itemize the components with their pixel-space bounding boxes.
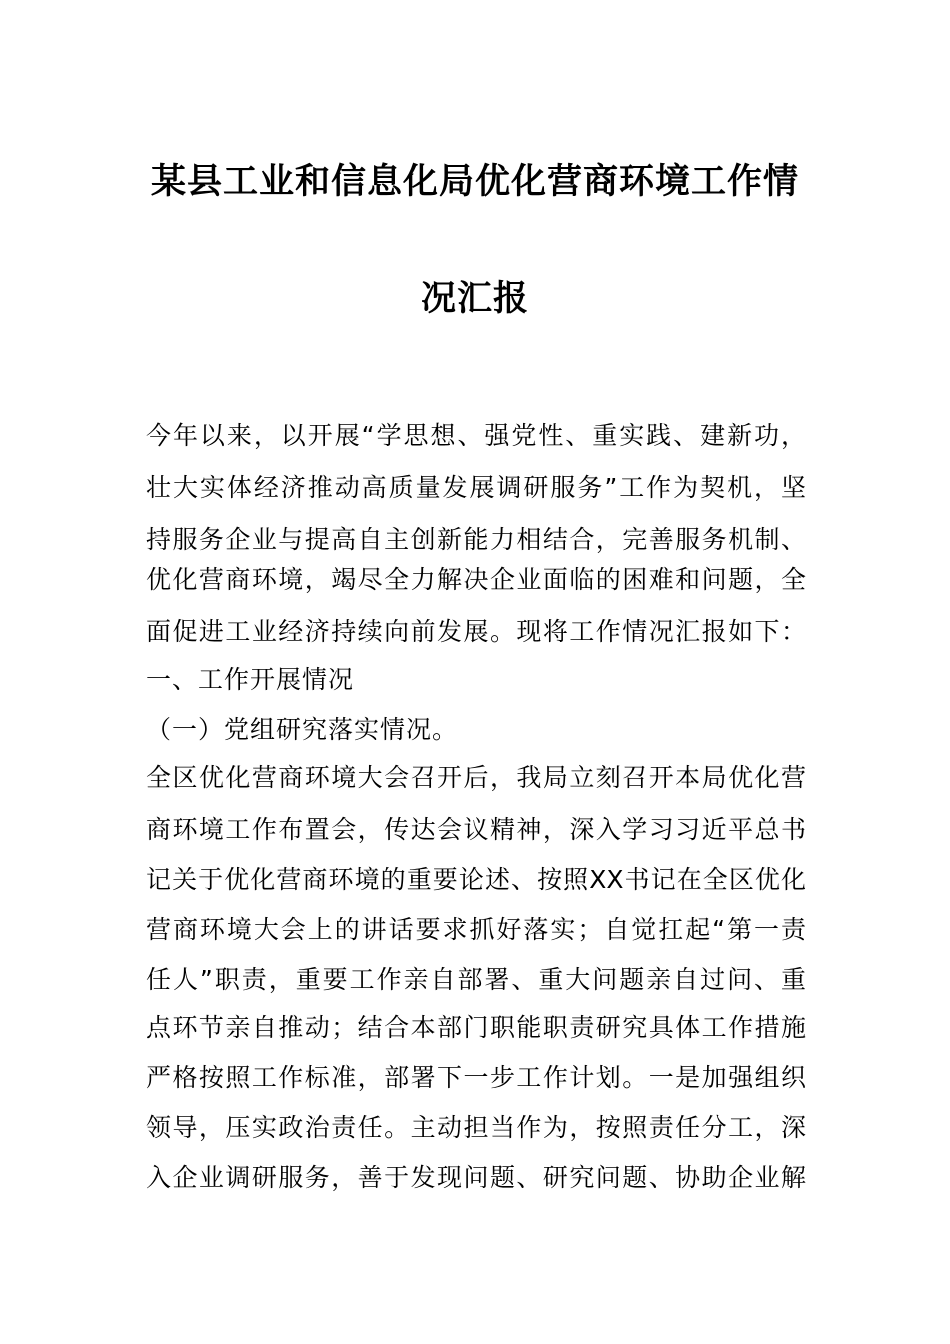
body-text-line: 壮大实体经济推动高质量发展调研服务”工作为契机，坚 [146,473,806,502]
subsection-heading: （一）党组研究落实情况。 [146,715,459,744]
body-text-line: 记关于优化营商环境的重要论述、按照XX书记在全区优化 [146,865,806,894]
body-text-line: 营商环境大会上的讲话要求抓好落实；自觉扛起“第一责 [146,915,806,944]
body-text-line: 商环境工作布置会，传达会议精神，深入学习习近平总书 [146,815,806,844]
body-text-line: 领导，压实政治责任。主动担当作为，按照责任分工，深 [146,1113,806,1142]
body-text-line: 面促进工业经济持续向前发展。现将工作情况汇报如下： [146,617,806,646]
body-text-line: 严格按照工作标准，部署下一步工作计划。一是加强组织 [146,1063,806,1092]
document-title-line-2: 况汇报 [420,278,529,319]
body-text-line: 持服务企业与提高自主创新能力相结合，完善服务机制、 [146,525,806,554]
document-title-line-1: 某县工业和信息化局优化营商环境工作情 [150,161,799,202]
body-text-line: 优化营商环境，竭尽全力解决企业面临的困难和问题，全 [146,565,806,594]
body-text-line: 点环节亲自推动；结合本部门职能职责研究具体工作措施 [146,1013,806,1042]
body-text-line: 今年以来，以开展“学思想、强党性、重实践、建新功， [146,421,806,450]
body-text-line: 入企业调研服务，善于发现问题、研究问题、协助企业解 [146,1163,806,1192]
body-text-line: 全区优化营商环境大会召开后，我局立刻召开本局优化营 [146,763,806,792]
section-heading: 一、工作开展情况 [146,665,355,694]
body-text-line: 任人”职责，重要工作亲自部署、重大问题亲自过问、重 [146,965,806,994]
